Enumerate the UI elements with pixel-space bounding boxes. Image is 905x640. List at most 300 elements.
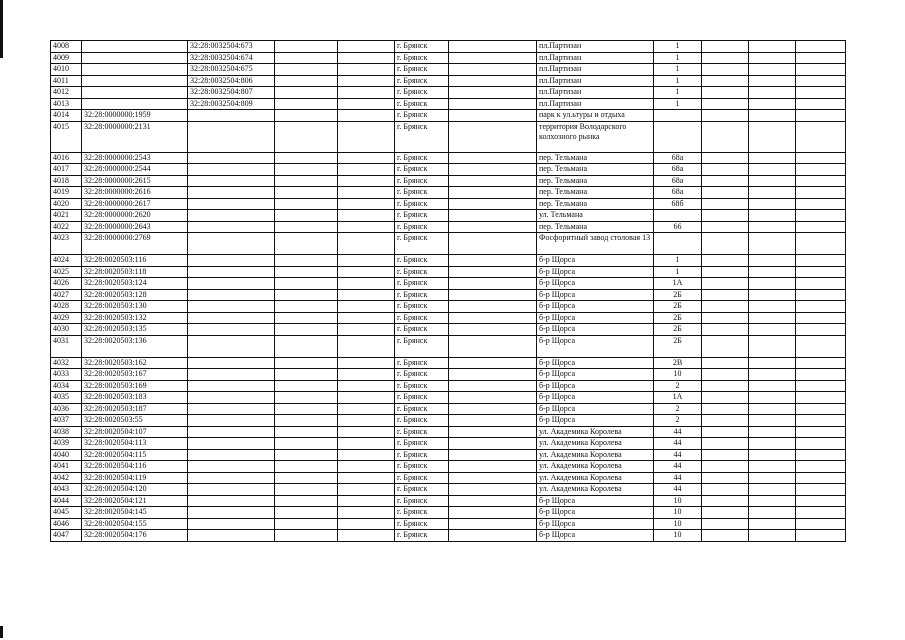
empty-cell <box>749 221 796 233</box>
house-number-cell: 68а <box>654 187 702 199</box>
street-cell: ул. Академика Королева <box>537 461 654 473</box>
row-number-cell: 4024 <box>51 255 82 267</box>
table-row <box>51 301 846 313</box>
empty-cell <box>702 301 749 313</box>
empty-cell <box>449 198 537 210</box>
empty-cell <box>796 175 846 187</box>
empty-cell <box>338 472 395 484</box>
empty-cell <box>449 380 537 392</box>
city-cell: г. Брянск <box>395 278 449 290</box>
empty-cell <box>702 175 749 187</box>
cadastral-number-cell <box>82 52 188 64</box>
empty-cell <box>702 324 749 336</box>
empty-cell <box>275 52 338 64</box>
empty-cell <box>749 41 796 53</box>
empty-cell <box>449 98 537 110</box>
cadastral-number-alt-cell <box>188 461 275 473</box>
table-row <box>51 518 846 530</box>
house-number-cell: 2Б <box>654 324 702 336</box>
cadastral-number-alt-cell <box>188 507 275 519</box>
empty-cell <box>796 278 846 290</box>
empty-cell <box>749 518 796 530</box>
empty-cell <box>702 392 749 404</box>
empty-cell <box>275 415 338 427</box>
table-row <box>51 278 846 290</box>
cadastral-number-cell: 32:28:0020503:130 <box>82 301 188 313</box>
city-cell: г. Брянск <box>395 210 449 222</box>
street-cell: пер. Тельмана <box>537 187 654 199</box>
cadastral-number-cell: 32:28:0000000:1959 <box>82 110 188 122</box>
row-number-cell: 4020 <box>51 198 82 210</box>
cadastral-number-alt-cell <box>188 335 275 357</box>
empty-cell <box>702 312 749 324</box>
street-cell: территория Володарского колхозного рынка <box>537 121 654 152</box>
registry-table <box>50 40 846 542</box>
empty-cell <box>338 121 395 152</box>
table-row <box>51 461 846 473</box>
table-row <box>51 357 846 369</box>
house-number-cell: 1 <box>654 41 702 53</box>
house-number-cell: 1 <box>654 87 702 99</box>
row-number-cell: 4037 <box>51 415 82 427</box>
street-cell: б-р Щорса <box>537 312 654 324</box>
registry-table-body <box>51 41 846 542</box>
house-number-cell: 10 <box>654 530 702 542</box>
table-row <box>51 64 846 76</box>
empty-cell <box>796 403 846 415</box>
empty-cell <box>449 415 537 427</box>
empty-cell <box>702 357 749 369</box>
empty-cell <box>449 495 537 507</box>
empty-cell <box>702 198 749 210</box>
empty-cell <box>749 472 796 484</box>
empty-cell <box>275 98 338 110</box>
empty-cell <box>449 110 537 122</box>
empty-cell <box>449 64 537 76</box>
table-row <box>51 438 846 450</box>
city-cell: г. Брянск <box>395 301 449 313</box>
empty-cell <box>338 357 395 369</box>
empty-cell <box>749 198 796 210</box>
table-row <box>51 52 846 64</box>
house-number-cell: 2Б <box>654 289 702 301</box>
cadastral-number-alt-cell <box>188 121 275 152</box>
table-row <box>51 266 846 278</box>
empty-cell <box>796 121 846 152</box>
empty-cell <box>449 461 537 473</box>
row-number-cell: 4017 <box>51 164 82 176</box>
cadastral-number-cell: 32:28:0000000:2615 <box>82 175 188 187</box>
street-cell: б-р Щорса <box>537 335 654 357</box>
table-row <box>51 255 846 267</box>
empty-cell <box>449 152 537 164</box>
empty-cell <box>796 472 846 484</box>
street-cell: б-р Щорса <box>537 357 654 369</box>
empty-cell <box>749 75 796 87</box>
empty-cell <box>796 52 846 64</box>
table-row <box>51 530 846 542</box>
empty-cell <box>338 175 395 187</box>
empty-cell <box>449 278 537 290</box>
street-cell: б-р Щорса <box>537 518 654 530</box>
scan-edge-mark-bottom <box>0 626 3 638</box>
empty-cell <box>796 233 846 255</box>
empty-cell <box>796 495 846 507</box>
row-number-cell: 4034 <box>51 380 82 392</box>
house-number-cell: 10 <box>654 369 702 381</box>
empty-cell <box>275 278 338 290</box>
row-number-cell: 4009 <box>51 52 82 64</box>
empty-cell <box>702 210 749 222</box>
cadastral-number-cell: 32:28:0020504:120 <box>82 484 188 496</box>
empty-cell <box>796 461 846 473</box>
empty-cell <box>702 415 749 427</box>
cadastral-number-cell <box>82 87 188 99</box>
empty-cell <box>702 449 749 461</box>
table-row <box>51 426 846 438</box>
city-cell: г. Брянск <box>395 335 449 357</box>
row-number-cell: 4018 <box>51 175 82 187</box>
row-number-cell: 4045 <box>51 507 82 519</box>
cadastral-number-cell: 32:28:0020503:136 <box>82 335 188 357</box>
city-cell: г. Брянск <box>395 221 449 233</box>
row-number-cell: 4031 <box>51 335 82 357</box>
house-number-cell: 2Б <box>654 301 702 313</box>
cadastral-number-alt-cell <box>188 380 275 392</box>
cadastral-number-alt-cell <box>188 164 275 176</box>
cadastral-number-cell: 32:28:0020504:115 <box>82 449 188 461</box>
empty-cell <box>338 64 395 76</box>
street-cell: ул. Академика Королева <box>537 426 654 438</box>
scan-edge-mark-top <box>0 0 3 58</box>
street-cell: пер. Тельмана <box>537 175 654 187</box>
table-row <box>51 449 846 461</box>
empty-cell <box>749 324 796 336</box>
empty-cell <box>338 403 395 415</box>
cadastral-number-alt-cell <box>188 484 275 496</box>
empty-cell <box>702 426 749 438</box>
house-number-cell: 44 <box>654 484 702 496</box>
row-number-cell: 4039 <box>51 438 82 450</box>
city-cell: г. Брянск <box>395 152 449 164</box>
empty-cell <box>275 75 338 87</box>
empty-cell <box>449 403 537 415</box>
city-cell: г. Брянск <box>395 495 449 507</box>
city-cell: г. Брянск <box>395 357 449 369</box>
city-cell: г. Брянск <box>395 392 449 404</box>
city-cell: г. Брянск <box>395 472 449 484</box>
empty-cell <box>749 426 796 438</box>
cadastral-number-cell: 32:28:0020503:124 <box>82 278 188 290</box>
empty-cell <box>749 484 796 496</box>
row-number-cell: 4038 <box>51 426 82 438</box>
empty-cell <box>702 461 749 473</box>
empty-cell <box>338 198 395 210</box>
empty-cell <box>702 121 749 152</box>
empty-cell <box>796 210 846 222</box>
empty-cell <box>338 210 395 222</box>
empty-cell <box>275 518 338 530</box>
empty-cell <box>702 403 749 415</box>
cadastral-number-alt-cell: 32:28:0032504:675 <box>188 64 275 76</box>
street-cell: б-р Щорса <box>537 392 654 404</box>
empty-cell <box>796 75 846 87</box>
empty-cell <box>275 175 338 187</box>
house-number-cell <box>654 233 702 255</box>
city-cell: г. Брянск <box>395 289 449 301</box>
table-row <box>51 221 846 233</box>
house-number-cell: 1 <box>654 64 702 76</box>
empty-cell <box>449 472 537 484</box>
house-number-cell: 1А <box>654 278 702 290</box>
empty-cell <box>796 324 846 336</box>
table-row <box>51 369 846 381</box>
street-cell: б-р Щорса <box>537 278 654 290</box>
empty-cell <box>702 266 749 278</box>
empty-cell <box>796 255 846 267</box>
empty-cell <box>796 449 846 461</box>
empty-cell <box>796 110 846 122</box>
empty-cell <box>338 301 395 313</box>
house-number-cell: 68а <box>654 152 702 164</box>
house-number-cell: 44 <box>654 461 702 473</box>
cadastral-number-cell: 32:28:0000000:2643 <box>82 221 188 233</box>
row-number-cell: 4021 <box>51 210 82 222</box>
row-number-cell: 4013 <box>51 98 82 110</box>
city-cell: г. Брянск <box>395 312 449 324</box>
empty-cell <box>749 289 796 301</box>
cadastral-number-cell: 32:28:0020504:119 <box>82 472 188 484</box>
empty-cell <box>275 335 338 357</box>
cadastral-number-alt-cell <box>188 198 275 210</box>
empty-cell <box>338 324 395 336</box>
cadastral-number-cell: 32:28:0020504:107 <box>82 426 188 438</box>
row-number-cell: 4042 <box>51 472 82 484</box>
empty-cell <box>749 87 796 99</box>
row-number-cell: 4015 <box>51 121 82 152</box>
empty-cell <box>449 255 537 267</box>
table-row <box>51 403 846 415</box>
empty-cell <box>449 121 537 152</box>
street-cell: б-р Щорса <box>537 530 654 542</box>
street-cell: б-р Щорса <box>537 369 654 381</box>
empty-cell <box>749 64 796 76</box>
street-cell: пл.Партизан <box>537 64 654 76</box>
street-cell: ул. Академика Королева <box>537 484 654 496</box>
house-number-cell <box>654 110 702 122</box>
house-number-cell: 2В <box>654 357 702 369</box>
table-row <box>51 415 846 427</box>
house-number-cell: 66 <box>654 221 702 233</box>
row-number-cell: 4011 <box>51 75 82 87</box>
house-number-cell: 10 <box>654 518 702 530</box>
cadastral-number-alt-cell <box>188 369 275 381</box>
empty-cell <box>449 164 537 176</box>
empty-cell <box>275 438 338 450</box>
street-cell: парк к ул.ьтуры и отдыха <box>537 110 654 122</box>
house-number-cell: 44 <box>654 426 702 438</box>
empty-cell <box>449 438 537 450</box>
house-number-cell: 44 <box>654 449 702 461</box>
empty-cell <box>275 121 338 152</box>
row-number-cell: 4041 <box>51 461 82 473</box>
empty-cell <box>275 472 338 484</box>
empty-cell <box>702 472 749 484</box>
row-number-cell: 4026 <box>51 278 82 290</box>
empty-cell <box>338 438 395 450</box>
row-number-cell: 4022 <box>51 221 82 233</box>
table-row <box>51 41 846 53</box>
empty-cell <box>275 312 338 324</box>
empty-cell <box>275 484 338 496</box>
empty-cell <box>449 266 537 278</box>
empty-cell <box>702 87 749 99</box>
empty-cell <box>702 335 749 357</box>
table-row <box>51 324 846 336</box>
empty-cell <box>275 110 338 122</box>
house-number-cell: 2Б <box>654 312 702 324</box>
table-row <box>51 312 846 324</box>
table-row <box>51 210 846 222</box>
cadastral-number-alt-cell <box>188 472 275 484</box>
empty-cell <box>702 518 749 530</box>
empty-cell <box>749 392 796 404</box>
street-cell: б-р Щорса <box>537 255 654 267</box>
row-number-cell: 4019 <box>51 187 82 199</box>
street-cell: ул. Академика Королева <box>537 472 654 484</box>
cadastral-number-alt-cell <box>188 175 275 187</box>
city-cell: г. Брянск <box>395 75 449 87</box>
empty-cell <box>275 164 338 176</box>
empty-cell <box>275 324 338 336</box>
empty-cell <box>275 289 338 301</box>
empty-cell <box>338 98 395 110</box>
cadastral-number-alt-cell <box>188 289 275 301</box>
city-cell: г. Брянск <box>395 121 449 152</box>
empty-cell <box>275 152 338 164</box>
row-number-cell: 4043 <box>51 484 82 496</box>
empty-cell <box>449 518 537 530</box>
street-cell: б-р Щорса <box>537 301 654 313</box>
street-cell: б-р Щорса <box>537 507 654 519</box>
cadastral-number-alt-cell <box>188 324 275 336</box>
house-number-cell: 2Б <box>654 335 702 357</box>
empty-cell <box>275 233 338 255</box>
cadastral-number-alt-cell <box>188 449 275 461</box>
empty-cell <box>338 530 395 542</box>
cadastral-number-alt-cell <box>188 530 275 542</box>
empty-cell <box>749 233 796 255</box>
empty-cell <box>338 52 395 64</box>
city-cell: г. Брянск <box>395 403 449 415</box>
empty-cell <box>749 266 796 278</box>
empty-cell <box>338 312 395 324</box>
cadastral-number-alt-cell <box>188 403 275 415</box>
empty-cell <box>338 87 395 99</box>
cadastral-number-alt-cell <box>188 255 275 267</box>
empty-cell <box>449 233 537 255</box>
empty-cell <box>702 110 749 122</box>
city-cell: г. Брянск <box>395 255 449 267</box>
empty-cell <box>275 87 338 99</box>
street-cell: пл.Партизан <box>537 52 654 64</box>
house-number-cell: 1 <box>654 255 702 267</box>
cadastral-number-cell: 32:28:0020503:135 <box>82 324 188 336</box>
house-number-cell: 10 <box>654 507 702 519</box>
cadastral-number-cell <box>82 41 188 53</box>
cadastral-number-alt-cell: 32:28:0032504:674 <box>188 52 275 64</box>
empty-cell <box>449 221 537 233</box>
empty-cell <box>796 380 846 392</box>
empty-cell <box>338 369 395 381</box>
empty-cell <box>449 87 537 99</box>
house-number-cell: 2 <box>654 415 702 427</box>
empty-cell <box>449 426 537 438</box>
empty-cell <box>449 52 537 64</box>
row-number-cell: 4040 <box>51 449 82 461</box>
house-number-cell: 68а <box>654 175 702 187</box>
city-cell: г. Брянск <box>395 164 449 176</box>
empty-cell <box>275 495 338 507</box>
empty-cell <box>796 98 846 110</box>
empty-cell <box>749 52 796 64</box>
cadastral-number-alt-cell <box>188 266 275 278</box>
empty-cell <box>702 438 749 450</box>
table-row <box>51 495 846 507</box>
empty-cell <box>702 75 749 87</box>
empty-cell <box>338 278 395 290</box>
empty-cell <box>702 98 749 110</box>
empty-cell <box>749 530 796 542</box>
cadastral-number-cell <box>82 98 188 110</box>
empty-cell <box>702 255 749 267</box>
table-row <box>51 233 846 255</box>
empty-cell <box>449 507 537 519</box>
cadastral-number-cell: 32:28:0020504:113 <box>82 438 188 450</box>
empty-cell <box>796 198 846 210</box>
empty-cell <box>449 530 537 542</box>
cadastral-number-cell: 32:28:0020503:55 <box>82 415 188 427</box>
empty-cell <box>275 369 338 381</box>
cadastral-number-cell: 32:28:0000000:2131 <box>82 121 188 152</box>
empty-cell <box>338 415 395 427</box>
table-row <box>51 392 846 404</box>
empty-cell <box>702 52 749 64</box>
street-cell: пер. Тельмана <box>537 198 654 210</box>
empty-cell <box>275 210 338 222</box>
cadastral-number-alt-cell <box>188 278 275 290</box>
empty-cell <box>749 152 796 164</box>
cadastral-number-cell <box>82 64 188 76</box>
empty-cell <box>338 152 395 164</box>
city-cell: г. Брянск <box>395 484 449 496</box>
empty-cell <box>749 357 796 369</box>
empty-cell <box>749 175 796 187</box>
empty-cell <box>796 518 846 530</box>
street-cell: б-р Щорса <box>537 266 654 278</box>
cadastral-number-cell: 32:28:0020503:132 <box>82 312 188 324</box>
empty-cell <box>796 415 846 427</box>
cadastral-number-cell: 32:28:0020503:118 <box>82 266 188 278</box>
empty-cell <box>749 415 796 427</box>
row-number-cell: 4016 <box>51 152 82 164</box>
empty-cell <box>449 484 537 496</box>
table-row <box>51 164 846 176</box>
empty-cell <box>796 289 846 301</box>
empty-cell <box>749 369 796 381</box>
cadastral-number-alt-cell <box>188 438 275 450</box>
city-cell: г. Брянск <box>395 449 449 461</box>
